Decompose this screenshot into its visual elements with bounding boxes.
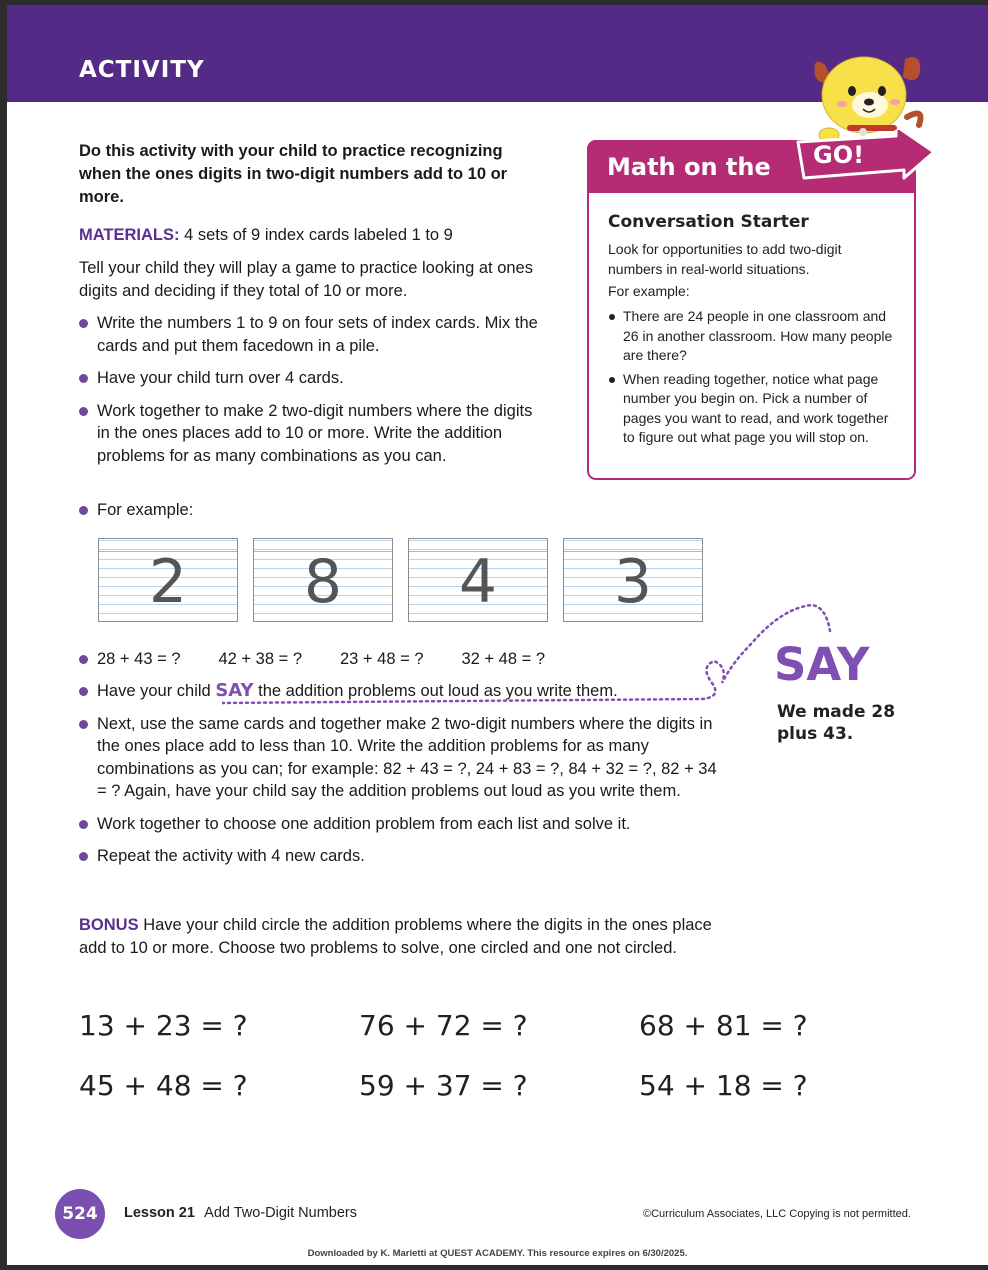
list-item: Next, use the same cards and together make 2 two-digit numbers where the digits in the ones place add to less than 10. Write the addition problems for as many combinations as you can; for example: 82 + 43 = ?, 24 + 83 = ?, 84 + 32 = ?, 82 + 34 = ? Again, have your child say the addition problems out loud as you write them. bbox=[79, 713, 719, 803]
lesson-number: Lesson 21 bbox=[124, 1205, 195, 1221]
index-card: 8 bbox=[253, 538, 393, 622]
index-card: 3 bbox=[563, 538, 703, 622]
bonus-label: BONUS bbox=[79, 916, 139, 934]
bullet-icon bbox=[79, 820, 88, 829]
math-on-the-go-title: Math on the bbox=[607, 153, 771, 181]
steps-list bbox=[79, 312, 539, 477]
conversation-starter-heading: Conversation Starter bbox=[608, 212, 809, 232]
say-callout-word: SAY bbox=[774, 638, 870, 691]
bonus-problem: 59 + 37 = ? bbox=[359, 1069, 528, 1102]
page-number-badge: 524 bbox=[55, 1189, 105, 1239]
bullet-icon bbox=[79, 655, 88, 664]
index-card: 2 bbox=[98, 538, 238, 622]
conversation-example-label: For example: bbox=[608, 283, 690, 299]
list-item: Work together to make 2 two-digit numbers where the digits in the ones places add to 10 or more. Write the addition problems for as many combinations as you can. bbox=[79, 400, 539, 468]
bullet-icon bbox=[79, 720, 88, 729]
bonus-problem: 13 + 23 = ? bbox=[79, 1009, 248, 1042]
say-dotted-path bbox=[222, 603, 842, 713]
materials-label: MATERIALS: bbox=[79, 226, 180, 244]
bullet-icon bbox=[79, 506, 88, 515]
materials-line bbox=[79, 226, 559, 245]
bonus-problem: 54 + 18 = ? bbox=[639, 1069, 808, 1102]
list-item: Have your child turn over 4 cards. bbox=[79, 367, 539, 390]
bullet-icon bbox=[79, 319, 88, 328]
intro-text: Do this activity with your child to practice recognizing when the ones digits in two-digit numbers add to 10 or more. bbox=[79, 142, 508, 206]
bonus-problem: 76 + 72 = ? bbox=[359, 1009, 528, 1042]
download-notice: Downloaded by K. Marietti at QUEST ACADEMY. This resource expires on 6/30/2025. bbox=[307, 1248, 688, 1259]
say-inline-label: SAY bbox=[215, 680, 254, 701]
go-label: GO! bbox=[813, 141, 865, 169]
list-item: 28 + 43 = ? 42 + 38 = ? 23 + 48 = ? 32 + 48 = ? bbox=[79, 648, 719, 671]
bonus-problem: 45 + 48 = ? bbox=[79, 1069, 248, 1102]
conversation-list bbox=[608, 307, 903, 452]
list-item: Repeat the activity with 4 new cards. bbox=[79, 845, 719, 868]
instructions-paragraph: Tell your child they will play a game to practice looking at ones digits and deciding if they total of 10 or more. bbox=[79, 259, 533, 300]
math-on-the-go-box bbox=[587, 140, 916, 480]
worksheet-page bbox=[7, 5, 988, 1265]
list-item: There are 24 people in one classroom and 26 in another classroom. How many people are there? bbox=[608, 307, 903, 366]
bullet-icon bbox=[79, 852, 88, 861]
materials-text: 4 sets of 9 index cards labeled 1 to 9 bbox=[184, 226, 453, 244]
copyright-text: ©Curriculum Associates, LLC Copying is not permitted. bbox=[643, 1208, 911, 1220]
bonus-problem: 68 + 81 = ? bbox=[639, 1009, 808, 1042]
bonus-section bbox=[79, 914, 719, 959]
bullet-icon bbox=[79, 407, 88, 416]
page-title: ACTIVITY bbox=[79, 57, 205, 83]
say-callout-quote: We made 28 plus 43. bbox=[777, 702, 896, 744]
list-item: Have your child SAY the addition problems out loud as you write them. bbox=[79, 680, 719, 703]
list-item: For example: bbox=[79, 499, 719, 522]
list-item: Write the numbers 1 to 9 on four sets of index cards. Mix the cards and put them facedown in a pile. bbox=[79, 312, 539, 357]
bonus-text: Have your child circle the addition problems where the digits in the ones place add to 10 or more. Choose two problems to solve, one circled and one not circled. bbox=[79, 916, 712, 957]
list-item: When reading together, notice what page number you begin on. Pick a number of pages you want to read, and work together to figure out what page you will stop on. bbox=[608, 370, 903, 448]
lesson-label bbox=[124, 1205, 357, 1221]
bullet-icon bbox=[79, 374, 88, 383]
list-item: Work together to choose one addition problem from each list and solve it. bbox=[79, 813, 719, 836]
index-card: 4 bbox=[408, 538, 548, 622]
example-list bbox=[79, 499, 719, 532]
bullet-icon bbox=[79, 687, 88, 696]
conversation-starter-body: Look for opportunities to add two-digit numbers in real-world situations. bbox=[608, 241, 842, 277]
lesson-title: Add Two-Digit Numbers bbox=[204, 1205, 358, 1221]
